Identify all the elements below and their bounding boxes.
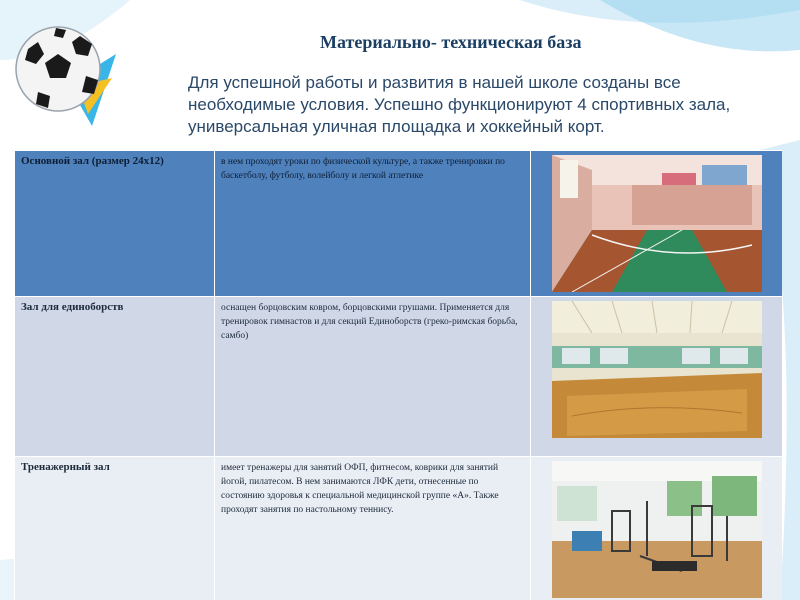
facility-name: Зал для единоборств xyxy=(15,297,215,457)
slide-title: Материально- техническая база xyxy=(320,32,582,52)
facility-photo-cell xyxy=(531,457,783,600)
table-row xyxy=(15,297,783,457)
soccer-ball-logo-icon xyxy=(8,14,120,126)
table-row xyxy=(15,151,783,297)
martial-arts-hall-photo xyxy=(552,301,762,438)
facility-photo-cell xyxy=(531,297,783,457)
facility-description: оснащен борцовским ковром, борцовскими грушами. Применяется для тренировок гимнастов и для секций Единоборств (греко-римская борьба, самбо) xyxy=(215,297,531,457)
table-row xyxy=(15,457,783,600)
facility-description: в нем проходят уроки по физической культуре, а также тренировки по баскетболу, футболу, волейболу и легкой атлетике xyxy=(215,151,531,297)
facilities-table xyxy=(14,150,782,600)
gym-equipment-photo xyxy=(552,461,762,598)
facility-description: имеет тренажеры для занятий ОФП, фитнесом, коврики для занятий йогой, пилатесом. В нем занимаются ЛФК дети, отнесенные по состоянию здоровья к специальной медицинской группе «А». Также проходят занятия по настольному теннису. xyxy=(215,457,531,600)
facility-name: Тренажерный зал xyxy=(15,457,215,600)
facility-name: Основной зал (размер 24x12) xyxy=(15,151,215,297)
facility-photo-cell xyxy=(531,151,783,297)
main-gym-photo xyxy=(552,155,762,292)
intro-paragraph: Для успешной работы и развития в нашей школе созданы все необходимые условия. Успешно функционируют 4 спортивных зала, универсальная уличная площадка и хоккейный корт. xyxy=(188,73,731,136)
